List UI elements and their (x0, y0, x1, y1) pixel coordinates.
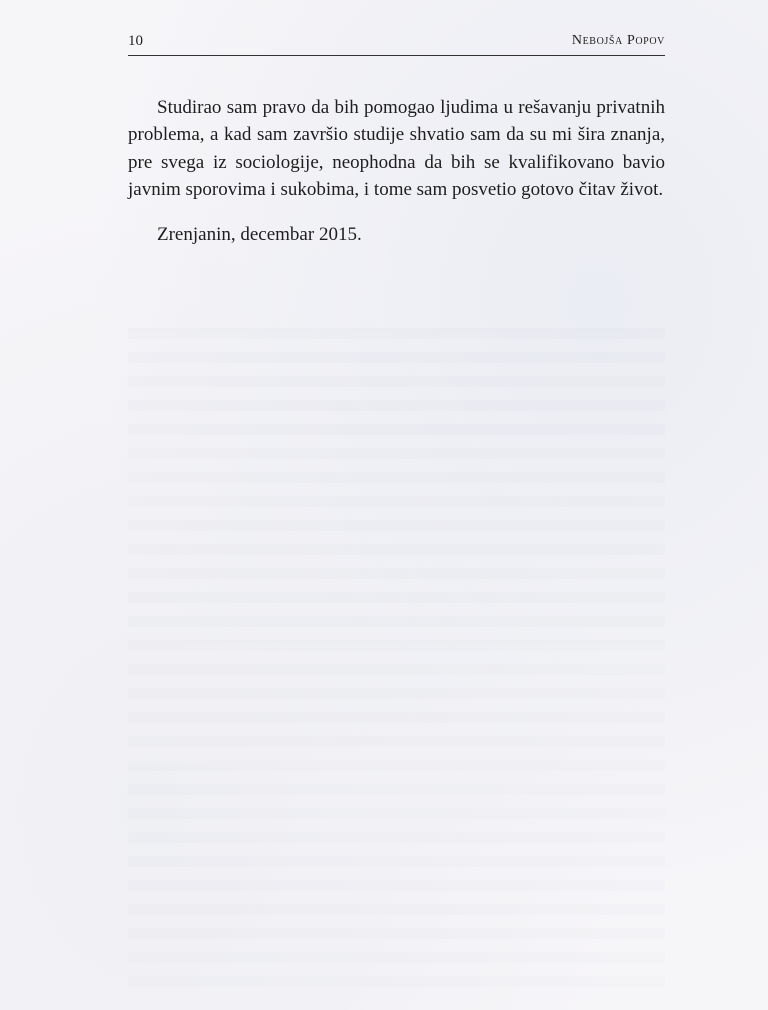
reverse-side-show-through (128, 328, 665, 988)
body-text (128, 94, 665, 248)
place-date: Zrenjanin, decembar 2015. (157, 223, 362, 245)
author-name: Nebojša Popov (571, 33, 665, 48)
running-head (128, 31, 665, 56)
page-number: 10 (128, 33, 143, 49)
paragraph: Studirao sam pravo da bih pomogao ljudima u rešavanju privatnih problema, a kad sam završio studije shvatio sam da su mi šira znanja, pre svega iz sociologije, neophodna da bih se kvalifikovano bavio javnim sporovima i sukobima, i tome sam posvetio gotovo čitav život. (128, 97, 665, 201)
